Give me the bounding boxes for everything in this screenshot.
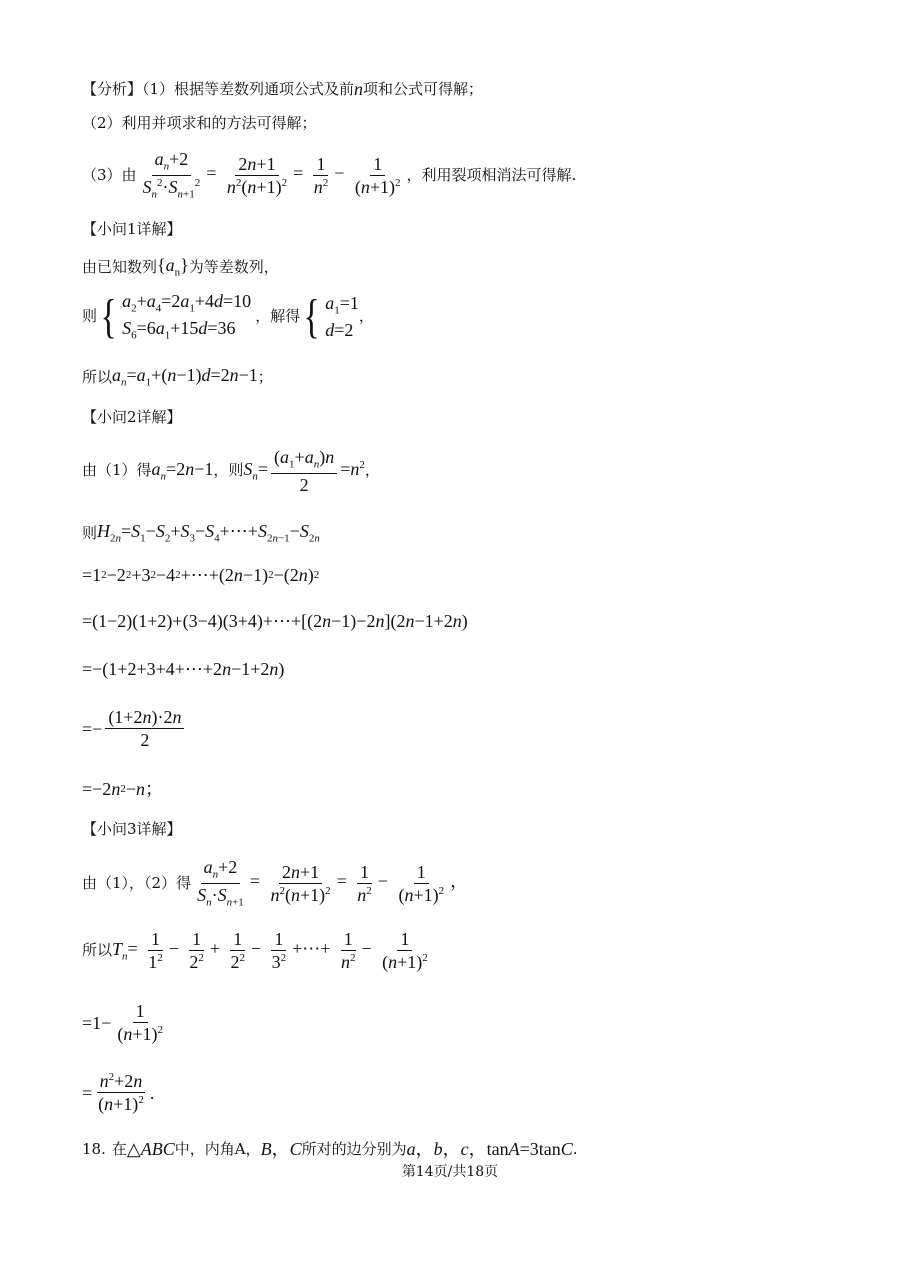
text: 由已知数列 [82, 257, 158, 276]
q2-line-5: =−(1+2+3+4+⋯+2 n −1+2 n ) [82, 659, 285, 679]
text: ，解得 [255, 307, 301, 326]
formula: $H_{2n}=S_1-S_2+S_3-S_4+\cdots+S_{2n-1}-S_{2n}$ [97, 521, 320, 545]
text: 在 [111, 1139, 127, 1158]
text: 由（1）得 [82, 461, 152, 480]
q3-line-3: =1− $\frac{1}{(n+1)^2}$ [82, 1001, 163, 1044]
text: 中，内角A， [174, 1139, 261, 1158]
q3-line-4: = $\frac{n^2+2n}{(n+1)^2}$ . [82, 1071, 155, 1114]
q2-line-3: =1 2 −2 2 +3 2 −4 2 +⋯+(2 n −1) 2 −(2 n ) 2 [82, 565, 320, 585]
q2-line-7: =−2 n 2 − n ； [82, 779, 163, 799]
analysis-line-3 [82, 150, 576, 200]
text: 所以 [82, 367, 113, 386]
q2-line-1: 由（1）得 $a_n=2n-1$ ，则 $S_n=$ $\frac{(a_1+a_n)n}{2}$ $=n^2$ ， [82, 447, 380, 495]
analysis-text: ，利用裂项相消法可得解. [406, 165, 577, 184]
problem-number: 18. [82, 1139, 106, 1158]
formula: a，b，c，tanA=3tanC [406, 1139, 573, 1159]
q1-heading: 【小问1详解】 [82, 220, 182, 238]
text: 则 [82, 307, 98, 326]
equation-system: { $a_1=1$ d=2 [303, 289, 359, 343]
analysis-text: （3）由 [82, 165, 137, 184]
analysis-text: （2）利用并项求和的方法可得解； [82, 114, 317, 132]
formula: $a_n=2n-1$ [151, 458, 214, 483]
formula: $\frac{a_n+2}{S_n^2\cdot S_{n+1}^2}$ = $\frac{2n+1}{n^2(n+1)^2}$ = $\frac{1}{n^2}$ − $\frac{1}{(n+1)^2}$ [142, 149, 401, 201]
analysis-text: 项和公式可得解； [363, 79, 484, 98]
analysis-line-1 [82, 80, 483, 98]
analysis-text: 【分析】（1）根据等差数列通项公式及前 [82, 79, 355, 98]
text: 所对的边分别为 [301, 1139, 407, 1158]
formula: $\frac{a_n+2}{S_n\cdot S_{n+1}}$ = $\frac{2n+1}{n^2(n+1)^2}$ = $\frac{1}{n^2}$ − $\frac{1}{(n+1)^2}$ ， [197, 857, 469, 909]
q2-line-4: =(1−2)(1+2)+(3−4)(3+4)+⋯+[(2 n −1)−2 n ](2 n −1+2 n ) [82, 611, 468, 631]
text: ，则 [213, 461, 244, 480]
q3-heading: 【小问3详解】 [82, 820, 182, 838]
formula: $S_n=$ $\frac{(a_1+a_n)n}{2}$ $=n^2$ [243, 447, 365, 495]
text: 为等差数列， [188, 257, 279, 276]
formula: △ABC [126, 1139, 175, 1159]
q2-line-2 [82, 522, 320, 545]
analysis-line-2 [82, 116, 317, 131]
equation-system: { $a_2+a_4=2a_1+4d=10$ $S_6=6a_1+15d=36$ [100, 289, 252, 343]
formula: B，C [260, 1139, 302, 1159]
q1-line-1 [82, 256, 279, 279]
var-n: n [354, 79, 364, 99]
q3-line-1 [82, 858, 468, 908]
problem-18 [82, 1140, 578, 1158]
formula: $T_n=$ $\frac{1}{1^2}$ − $\frac{1}{2^2}$ + $\frac{1}{2^2}$ − $\frac{1}{3^2}$ +⋯+ $\frac{1}{n^2}$ − $\frac{1}{(n+1)^2}$ [112, 929, 428, 972]
text: 则 [82, 523, 98, 542]
page-footer: 第14页/共18页 [401, 1164, 499, 1180]
q2-heading: 【小问2详解】 [82, 408, 182, 426]
q3-line-2 [82, 930, 434, 971]
text: 由（1），（2）得 [82, 873, 192, 892]
text: 所以 [82, 941, 113, 959]
formula: $\{a_n\}$ [157, 255, 189, 279]
q1-line-3: 所以 $a_n=a_1+(n-1)d=2n-1$ ； [82, 365, 273, 389]
text: . [572, 1139, 578, 1158]
formula: $a_n=a_1+(n-1)d=2n-1$ [112, 365, 258, 389]
q1-line-2: 则 { $a_2+a_4=2a_1+4d=10$ $S_6=6a_1+15d=36$ ，解得 { $a_1=1$ d=2 ， [82, 289, 374, 343]
q2-line-6: =− $\frac{(1+2n)\cdot 2n}{2}$ [82, 708, 187, 749]
